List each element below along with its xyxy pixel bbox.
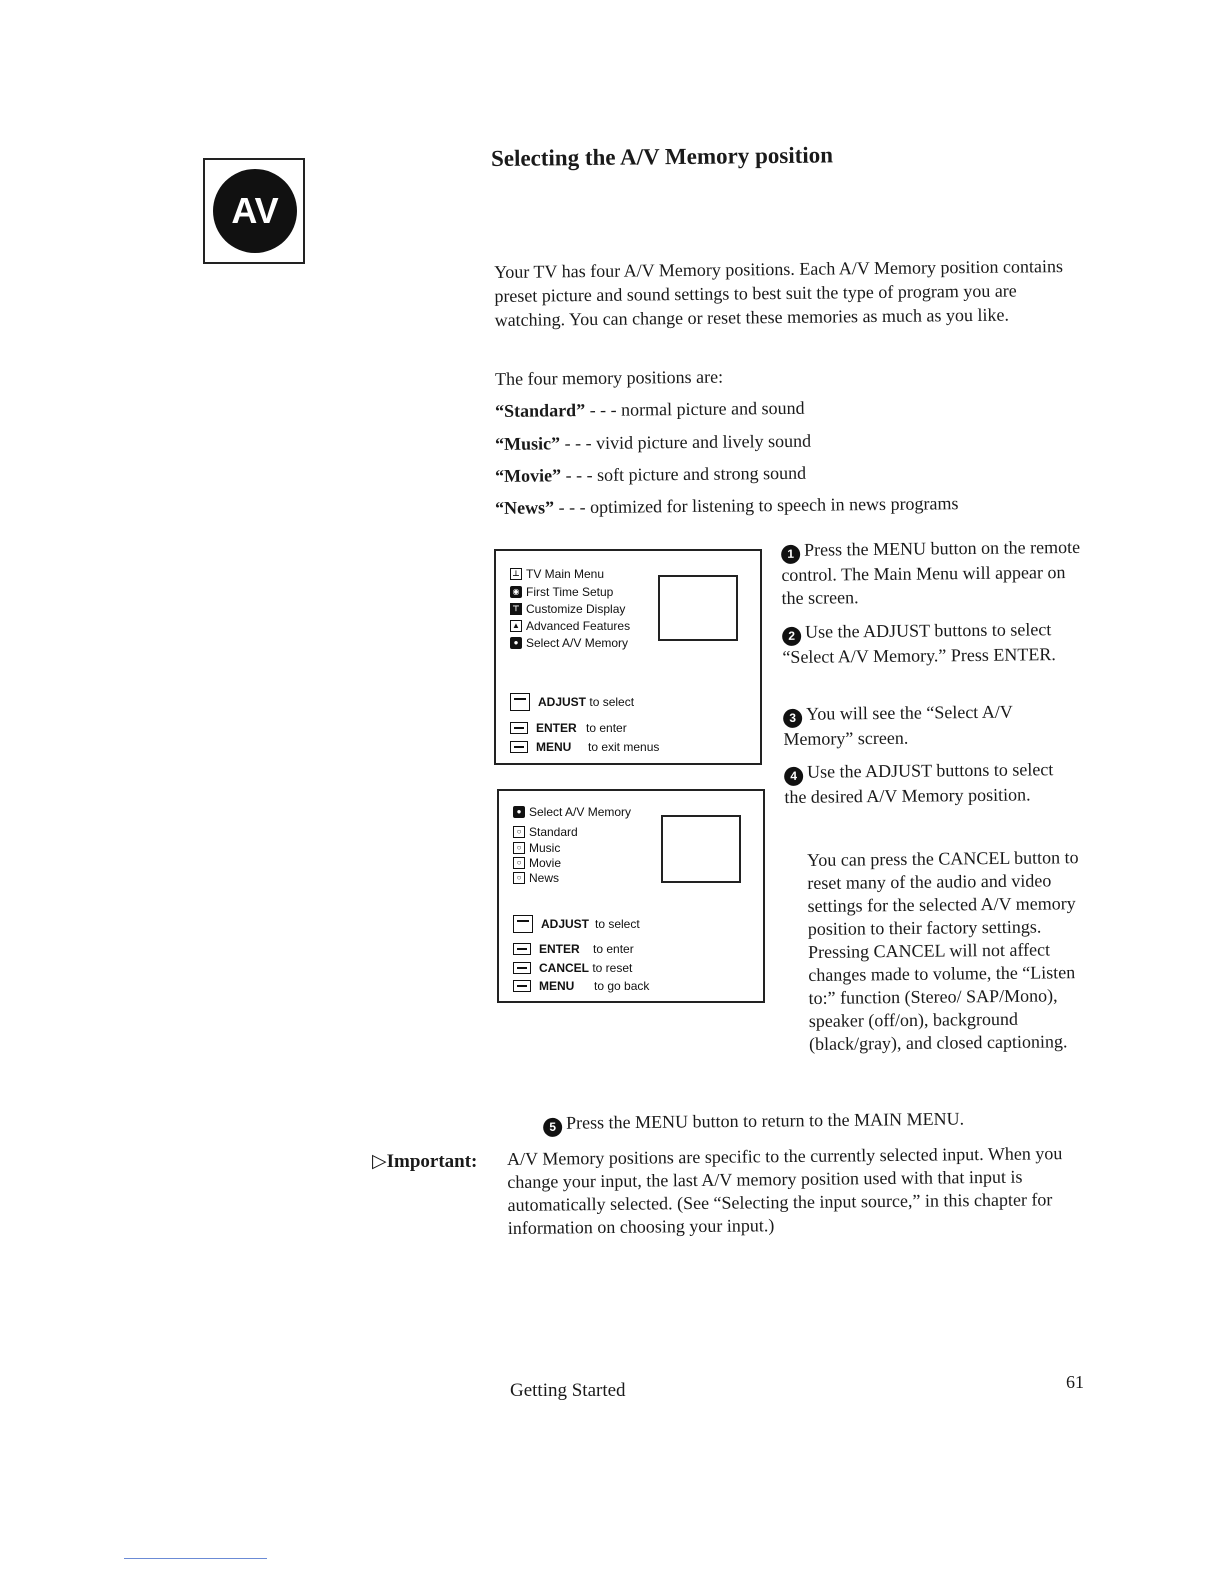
page-number: 61 [1066,1372,1084,1392]
step-number-2-icon: 2 [782,627,801,646]
page-title: Selecting the A/V Memory position [490,142,834,171]
av-memory-icon: ● [510,637,522,649]
bottom-rule [124,1558,267,1559]
picture-preview [658,575,738,641]
hint-menu: MENU to go back [513,979,649,993]
position-news: “News” - - - optimized for listening to speech in news programs [495,493,959,518]
enter-button-icon [513,943,531,955]
step-2: 2 Use the ADJUST buttons to select “Select A/V Memory.” Press ENTER. [782,619,1056,667]
adjust-button-icon [510,693,530,711]
setup-icon: ◉ [510,586,522,598]
display-icon: ⊤ [510,603,522,615]
hint-adjust: ADJUST to select [513,915,640,933]
step-number-5-icon: 5 [543,1118,562,1137]
step-number-4-icon: 4 [784,767,803,786]
option-icon: ○ [513,826,525,838]
hint-adjust: ADJUST to select [510,693,634,711]
hint-menu: MENU to exit menus [510,740,659,754]
av-memory-screen [497,789,765,1003]
hint-enter: ENTER to enter [510,721,627,735]
step-3: 3 You will see the “Select A/V Memory” screen. [783,701,1013,749]
menu-item-music: ○ Music [513,841,560,855]
menu-item-tv-main-menu: ⊥ TV Main Menu [510,567,604,581]
tv-menu-icon: ⊥ [510,568,522,580]
av-memory-icon: ● [513,806,525,818]
advanced-icon: ▲ [510,620,522,632]
menu-item-customize-display: ⊤ Customize Display [510,602,625,616]
menu-item-movie: ○ Movie [513,856,561,870]
step-number-1-icon: 1 [781,545,800,564]
step-1: 1 Press the MENU button on the remote control. The Main Menu will appear on the screen. [781,536,1081,608]
list-intro: The four memory positions are: [495,366,724,389]
intro-paragraph: Your TV has four A/V Memory positions. Each A/V Memory position contains preset picture and sound settings to best suit the type of program you are watching. You can change or reset these memories as much as you like. [494,256,1064,330]
hint-enter: ENTER to enter [513,942,634,956]
step-5: 5 Press the MENU button to return to the MAIN MENU. [543,1106,1103,1137]
picture-preview [661,815,741,883]
position-music: “Music” - - - vivid picture and lively sound [495,430,812,454]
step-4: 4 Use the ADJUST buttons to select the desired A/V Memory position. [784,759,1054,807]
option-icon: ○ [513,857,525,869]
av-logo-icon: AV [213,169,297,253]
important-label: ▷Important: [372,1151,478,1172]
menu-item-advanced-features: ▲ Advanced Features [510,619,630,633]
menu-button-icon [510,741,528,753]
menu-button-icon [513,980,531,992]
footer-section: Getting Started [510,1380,626,1401]
menu-item-news: ○ News [513,871,559,885]
menu-item-first-time-setup: ◉ First Time Setup [510,585,613,599]
main-menu-screen [494,549,762,765]
position-standard: “Standard” - - - normal picture and sound [495,397,805,421]
option-icon: ○ [513,872,525,884]
cancel-note: You can press the CANCEL button to reset many of the audio and video settings for the selected A/V memory position to their factory settings. Pressing CANCEL will not affect changes made to volume, the “Listen to:” function (Stereo/ SAP/Mono), speaker (off/on), background (black/gray), and closed captioning. [807,847,1079,1054]
important-text: A/V Memory positions are specific to the currently selected input. When you change your input, the last A/V memory position used with that input is automatically selected. (See “Selecting the input source,” in this chapter for information on choosing your input.) [507,1143,1063,1238]
adjust-button-icon [513,915,533,933]
menu-item-standard: ○ Standard [513,825,578,839]
menu-item-select-av-memory: ● Select A/V Memory [510,636,628,650]
cancel-button-icon [513,962,531,974]
enter-button-icon [510,722,528,734]
menu-item-select-av-memory-header: ● Select A/V Memory [513,805,631,819]
option-icon: ○ [513,842,525,854]
hint-cancel: CANCEL to reset [513,961,632,975]
position-movie: “Movie” - - - soft picture and strong sound [495,462,807,486]
step-number-3-icon: 3 [783,709,802,728]
